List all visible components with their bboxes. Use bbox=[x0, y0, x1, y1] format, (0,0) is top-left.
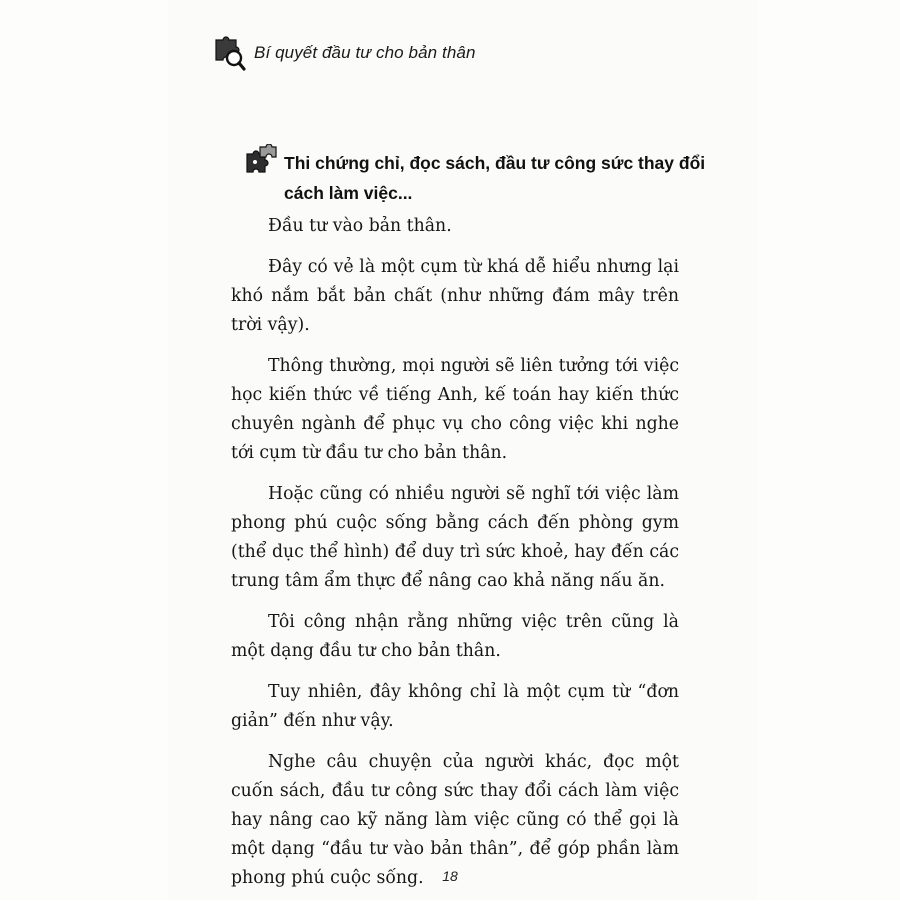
body-text bbox=[231, 212, 679, 905]
paragraph: Đầu tư vào bản thân. bbox=[268, 216, 452, 236]
paragraph: Thông thường, mọi người sẽ liên tưởng tới việc học kiến thức về tiếng Anh, kế toán hay kiến thức chuyên ngành để phục vụ cho công việc khi nghe tới cụm từ đầu tư cho bản thân. bbox=[231, 356, 679, 463]
running-head-title: Bí quyết đầu tư cho bản thân bbox=[254, 43, 476, 62]
paragraph: Tuy nhiên, đây không chỉ là một cụm từ “đơn giản” đến như vậy. bbox=[231, 682, 679, 731]
puzzle-magnifier-icon bbox=[212, 34, 246, 72]
paragraph: Nghe câu chuyện của người khác, đọc một cuốn sách, đầu tư công sức thay đổi cách làm việc hay nâng cao kỹ năng làm việc cũng có thể gọi là một dạng “đầu tư vào bản thân”, để góp phần làm phong phú cuộc sống. bbox=[231, 752, 679, 888]
page-number: 18 bbox=[442, 868, 458, 884]
puzzle-pieces-icon bbox=[244, 144, 278, 180]
section-heading-text: Thi chứng chỉ, đọc sách, đầu tư công sức thay đổi cách làm việc... bbox=[284, 153, 706, 203]
section-heading bbox=[244, 148, 714, 208]
paragraph: Hoặc cũng có nhiều người sẽ nghĩ tới việc làm phong phú cuộc sống bằng cách đến phòng gym (thể dục thể hình) để duy trì sức khoẻ, hay đến các trung tâm ẩm thực để nâng cao khả năng nấu ăn. bbox=[231, 484, 679, 591]
paragraph: Đây có vẻ là một cụm từ khá dễ hiểu nhưng lại khó nắm bắt bản chất (như những đám mây trên trời vậy). bbox=[231, 257, 679, 335]
paragraph: Tôi công nhận rằng những việc trên cũng là một dạng đầu tư cho bản thân. bbox=[231, 612, 679, 661]
running-head bbox=[212, 34, 476, 72]
